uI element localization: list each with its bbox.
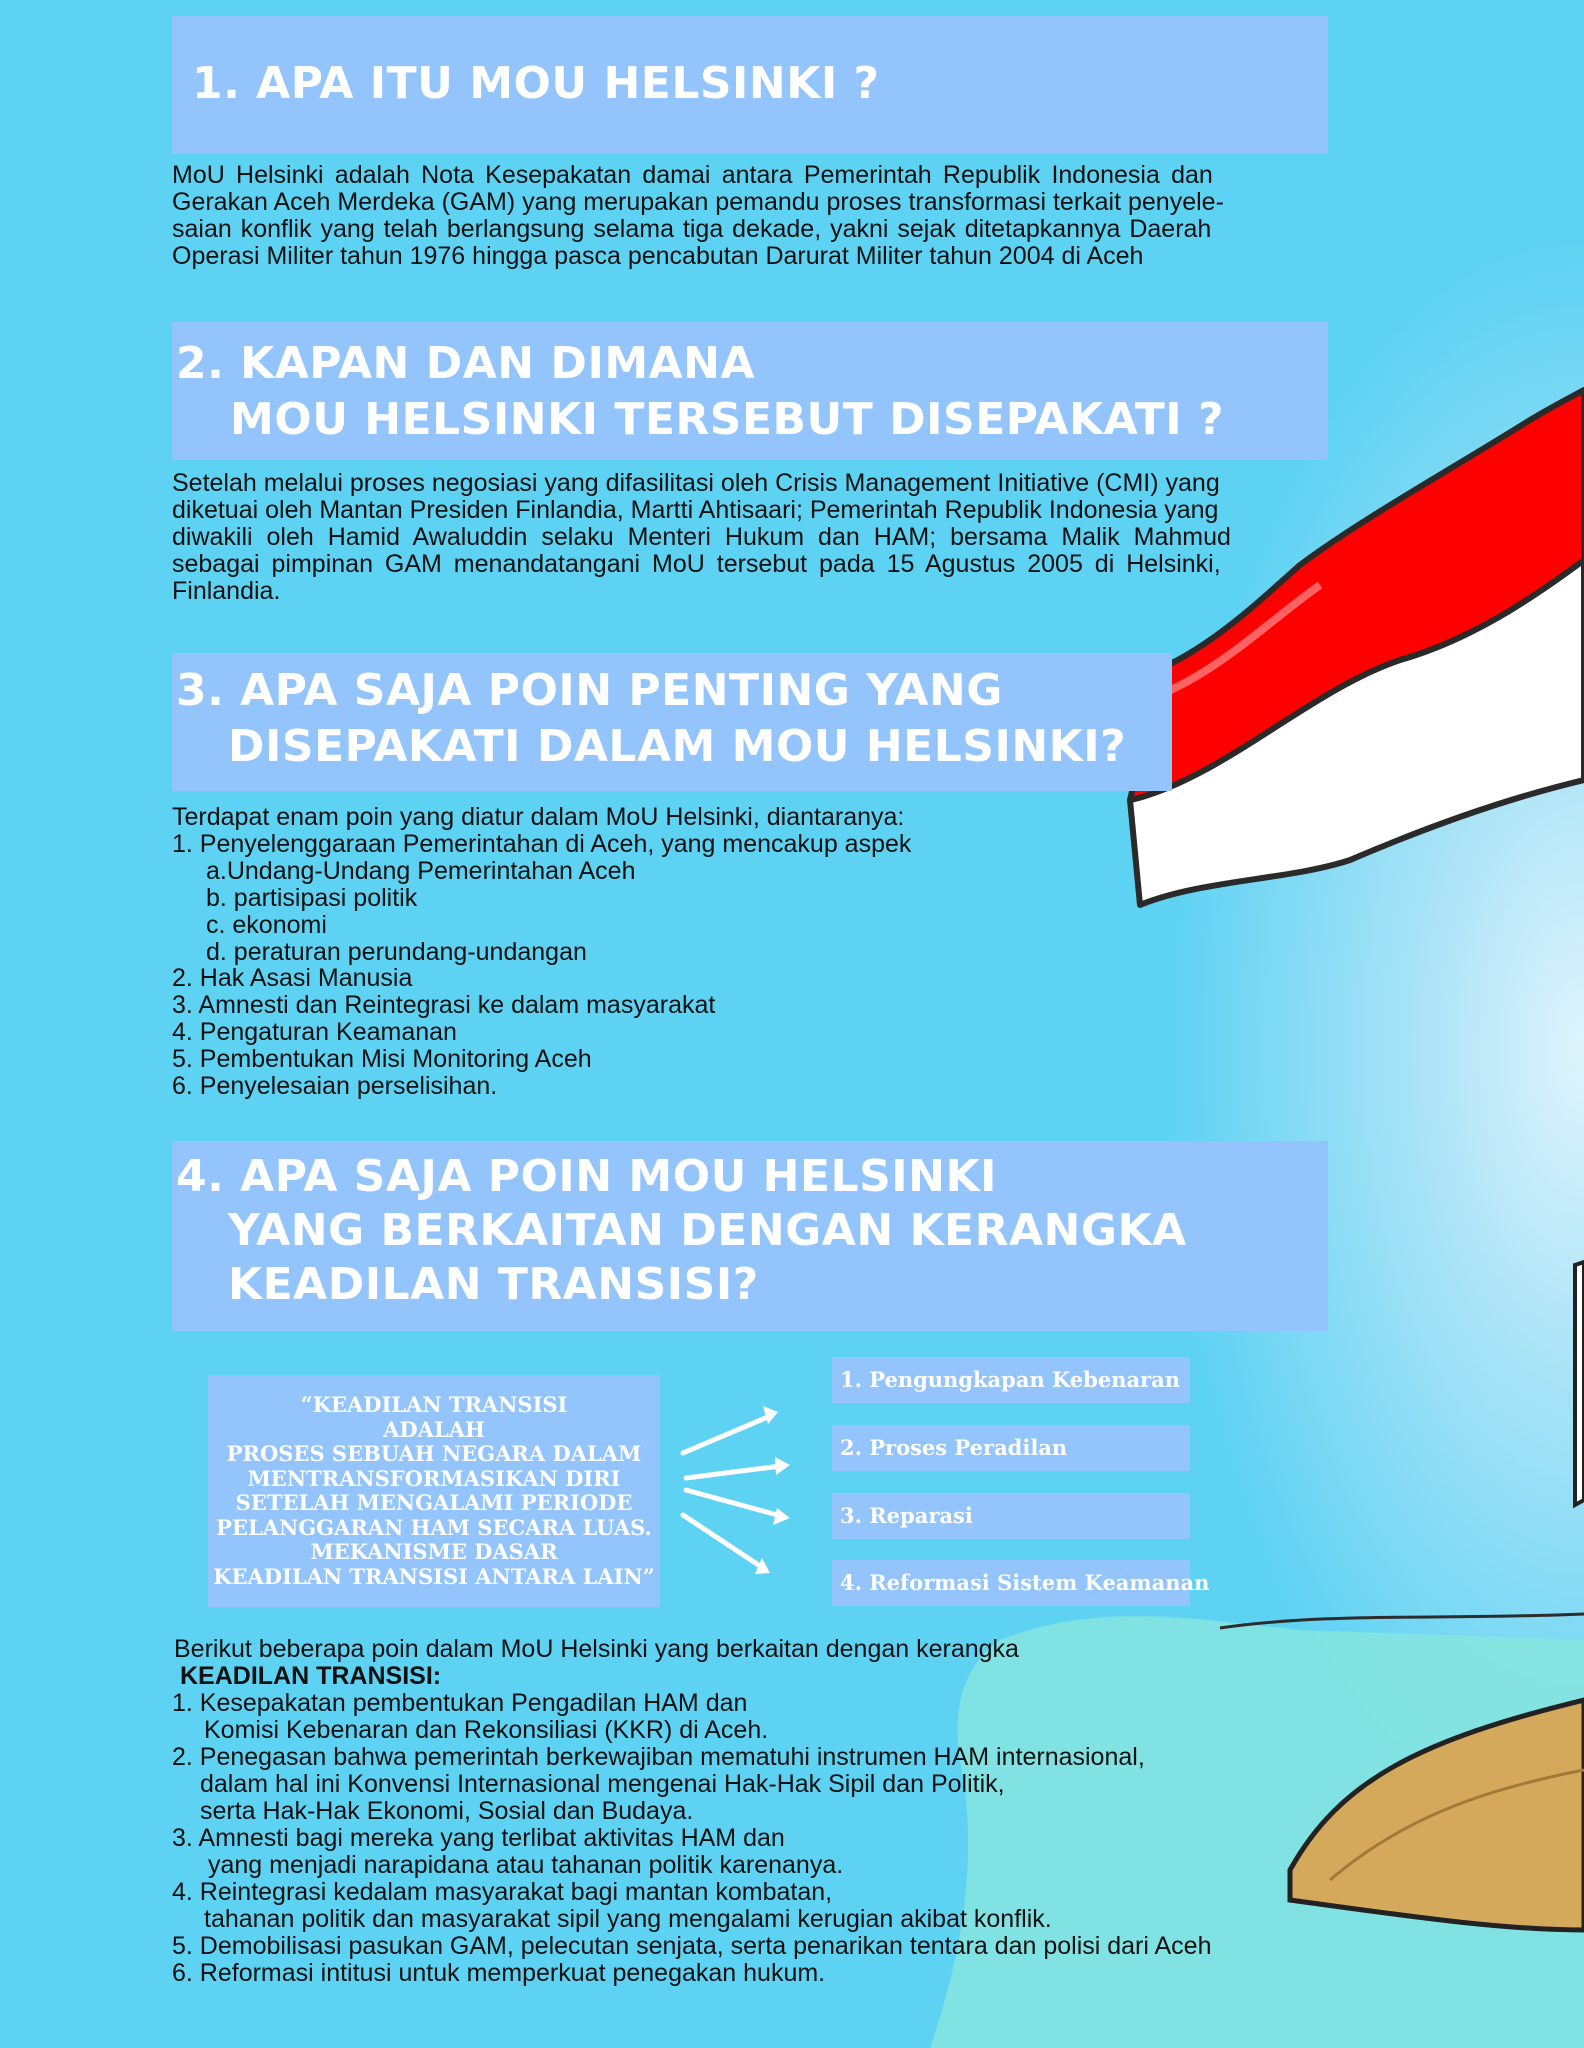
section3-intro: Terdapat enam poin yang diatur dalam MoU Helsinki, diantaranya:: [172, 803, 905, 831]
section4-item: 6. Reformasi intitusi untuk memperkuat penegakan hukum.: [172, 1959, 826, 1987]
arrowheads: [755, 1406, 790, 1574]
quote-line: MENTRANSFORMASIKAN DIRI: [247, 1465, 621, 1491]
quote-line: PROSES SEBUAH NEGARA DALAM: [226, 1441, 642, 1466]
section2-line: diketuai oleh Mantan Presiden Finlandia, Martti Ahtisaari; Pemerintah Republik Indonesia yang: [172, 496, 1219, 524]
section4-intro-bold: KEADILAN TRANSISI:: [180, 1662, 442, 1690]
section3-subitem: c. ekonomi: [206, 911, 327, 939]
arrow-3: [686, 1490, 781, 1516]
section1-line: MoU Helsinki adalah Nota Kesepakatan damai antara Pemerintah Republik Indonesia dan: [172, 161, 1213, 189]
section4-item: 2. Penegasan bahwa pemerintah berkewajiban mematuhi instrumen HAM internasional,: [172, 1743, 1145, 1771]
section4-title-line1: 4. APA SAJA POIN MOU HELSINKI: [176, 1151, 997, 1202]
arrow-2: [686, 1466, 781, 1478]
section4-item: 3. Amnesti bagi mereka yang terlibat aktivitas HAM dan: [172, 1824, 785, 1852]
section2-line: Finlandia.: [172, 577, 281, 605]
section3-heading-box: [172, 653, 1172, 791]
section1-line: Gerakan Aceh Merdeka (GAM) yang merupakan pemandu proses transformasi terkait penyele-: [172, 188, 1224, 216]
section4-item-cont: dalam hal ini Konvensi Internasional mengenai Hak-Hak Sipil dan Politik,: [200, 1770, 1005, 1798]
section4-item: 4. Reintegrasi kedalam masyarakat bagi mantan kombatan,: [172, 1878, 833, 1906]
quote-line: SETELAH MENGALAMI PERIODE: [235, 1490, 633, 1515]
section4-heading-box: [172, 1141, 1328, 1331]
section1-title: 1. APA ITU MOU HELSINKI ?: [192, 58, 880, 109]
section2-title-line1: 2. KAPAN DAN DIMANA: [176, 338, 756, 389]
section4-item-cont: tahanan politik dan masyarakat sipil yang mengalami kerugian akibat konflik.: [204, 1905, 1052, 1933]
section4-title-line2: YANG BERKAITAN DENGAN KERANGKA: [228, 1205, 1187, 1256]
section4-item-cont: Komisi Kebenaran dan Rekonsiliasi (KKR) di Aceh.: [204, 1716, 769, 1744]
section3-item: 3. Amnesti dan Reintegrasi ke dalam masyarakat: [172, 991, 716, 1019]
mechanism-truth: 1. Pengungkapan Kebenaran: [832, 1357, 1190, 1403]
section3-title-line2: DISEPAKATI DALAM MOU HELSINKI?: [228, 721, 1127, 772]
section3-item: 5. Pembentukan Misi Monitoring Aceh: [172, 1045, 592, 1073]
section3-subitem: a.Undang-Undang Pemerintahan Aceh: [206, 857, 636, 885]
section4-title-line3: KEADILAN TRANSISI?: [228, 1259, 759, 1310]
quote-line: “KEADILAN TRANSISI: [300, 1392, 568, 1417]
section3-item: 6. Penyelesaian perselisihan.: [172, 1072, 498, 1100]
section3-item: 4. Pengaturan Keamanan: [172, 1018, 457, 1046]
section3-title-line1: 3. APA SAJA POIN PENTING YANG: [176, 665, 1003, 716]
quote-line: PELANGGARAN HAM SECARA LUAS.: [216, 1514, 652, 1540]
arrows: [683, 1416, 781, 1568]
section2-line: diwakili oleh Hamid Awaluddin selaku Menteri Hukum dan HAM; bersama Malik Mahmud: [172, 523, 1231, 551]
quote-line: MEKANISME DASAR: [310, 1539, 558, 1564]
mechanism-justice: 2. Proses Peradilan: [832, 1425, 1190, 1471]
arrow-1: [683, 1416, 770, 1453]
indonesia-flag: [1130, 390, 1584, 905]
section1-line: Operasi Militer tahun 1976 hingga pasca pencabutan Darurat Militer tahun 2004 di Aceh: [172, 242, 1144, 270]
section3-item: 1. Penyelenggaraan Pemerintahan di Aceh, yang mencakup aspek: [172, 830, 912, 858]
quote-line: ADALAH: [383, 1416, 485, 1442]
arrow-4: [683, 1515, 763, 1568]
section2-line: sebagai pimpinan GAM menandatangani MoU tersebut pada 15 Agustus 2005 di Helsinki,: [172, 550, 1221, 578]
section4-intro: Berikut beberapa poin dalam MoU Helsinki yang berkaitan dengan kerangka: [174, 1635, 1019, 1663]
quote-line: KEADILAN TRANSISI ANTARA LAIN”: [213, 1563, 655, 1589]
section2-title-line2: MOU HELSINKI TERSEBUT DISEPAKATI ?: [230, 394, 1224, 445]
transitional-justice-quote: [208, 1375, 660, 1607]
shore-line: [1220, 1614, 1584, 1628]
section3-subitem: d. peraturan perundang-undangan: [206, 938, 587, 966]
section4-item: 1. Kesepakatan pembentukan Pengadilan HAM dan: [172, 1689, 748, 1717]
flag-pole-hint: [1575, 1262, 1584, 1505]
section4-item-cont: yang menjadi narapidana atau tahanan politik karenanya.: [208, 1851, 844, 1879]
section2-line: Setelah melalui proses negosiasi yang difasilitasi oleh Crisis Management Initiative (CMI) yang: [172, 469, 1220, 497]
section3-item: 2. Hak Asasi Manusia: [172, 964, 413, 992]
mechanism-security-reform: 4. Reformasi Sistem Keamanan: [832, 1560, 1190, 1606]
section4-item: 5. Demobilisasi pasukan GAM, pelecutan senjata, serta penarikan tentara dan polisi dari Aceh: [172, 1932, 1212, 1960]
section2-heading-box: [172, 322, 1328, 460]
section1-line: saian konflik yang telah berlangsung selama tiga dekade, yakni sejak ditetapkannya Daerah: [172, 215, 1212, 243]
section1-heading-box: [172, 16, 1328, 154]
section3-subitem: b. partisipasi politik: [206, 884, 418, 912]
section4-item-cont: serta Hak-Hak Ekonomi, Sosial dan Budaya.: [200, 1797, 694, 1825]
mechanism-reparation: 3. Reparasi: [832, 1493, 1190, 1539]
